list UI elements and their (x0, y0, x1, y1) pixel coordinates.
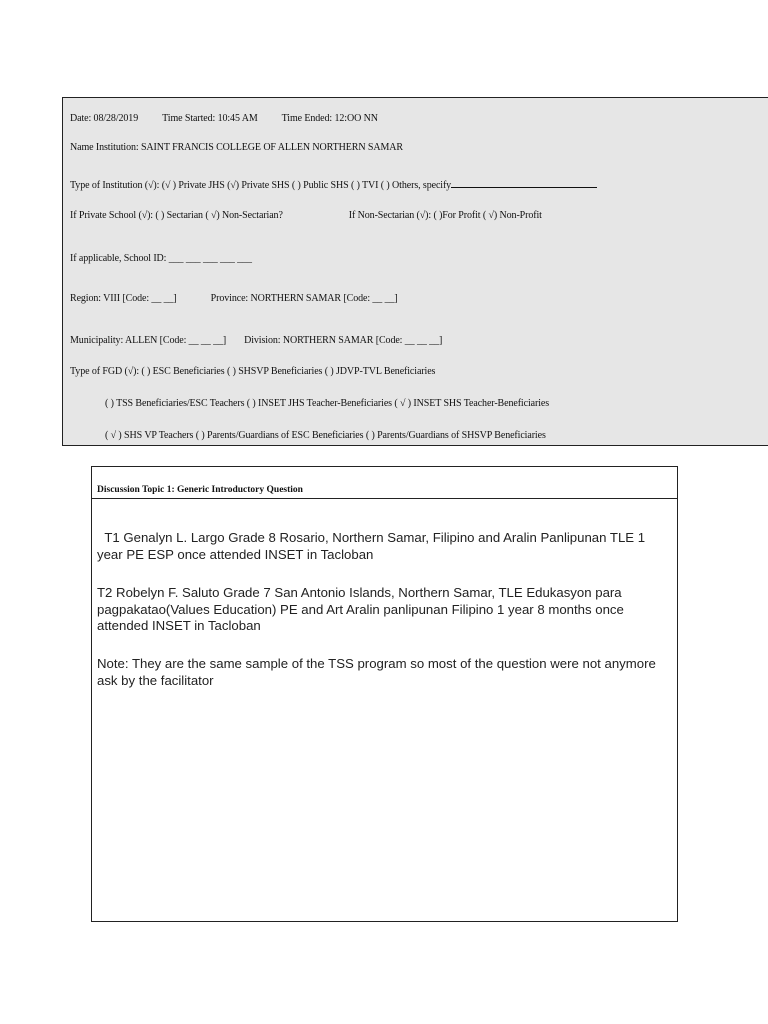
time-started-field: Time Started: 10:45 AM (162, 113, 258, 124)
date-time-row (70, 113, 378, 124)
region-row (70, 293, 398, 304)
institution-type-field: Type of Institution (√): (√ ) Private JHS (√) Private SHS ( ) Public SHS ( ) TVI ( ) Others, specify (70, 180, 452, 191)
discussion-topic-title: Discussion Topic 1: Generic Introductory Question (92, 467, 677, 499)
fgd-type-row-3: ( √ ) SHS VP Teachers ( ) Parents/Guardians of ESC Beneficiaries ( ) Parents/Guardians of SHSVP Beneficiaries (105, 430, 546, 441)
non-sectarian-field: If Non-Sectarian (√): ( )For Profit ( √) Non-Profit (348, 210, 542, 221)
fgd-type-row-2: ( ) TSS Beneficiaries/ESC Teachers ( ) INSET JHS Teacher-Beneficiaries ( √ ) INSET SHS Teacher-Beneficiaries (105, 398, 549, 409)
fgd-header-form (62, 97, 768, 446)
municipality-row (70, 335, 442, 346)
discussion-topic-box (91, 466, 678, 922)
topic-paragraph-1: T1 Genalyn L. Largo Grade 8 Rosario, Northern Samar, Filipino and Aralin Panlipunan TLE 1 year PE ESP once attended INSET in Tacloban (97, 530, 649, 562)
private-school-field: If Private School (√): ( ) Sectarian ( √) Non-Sectarian? (70, 210, 283, 221)
province-field: Province: NORTHERN SAMAR [Code: __ __] (210, 293, 398, 304)
topic-paragraph-2: T2 Robelyn F. Saluto Grade 7 San Antonio Islands, Northern Samar, TLE Edukasyon para pagpakatao(Values Education) PE and Art Aralin panlipunan Filipino 1 year 8 months once attended INSET in Tacloban (97, 585, 624, 633)
municipality-field: Municipality: ALLEN [Code: __ __ __] (70, 335, 227, 346)
school-id-field: If applicable, School ID: ___ ___ ___ ___ ___ (70, 253, 252, 264)
date-field: Date: 08/28/2019 (70, 113, 139, 124)
topic-paragraph-3: Note: They are the same sample of the TSS program so most of the question were not anymore ask by the facilitator (97, 656, 656, 688)
time-ended-field: Time Ended: 12:OO NN (281, 113, 378, 124)
institution-type-row (70, 178, 597, 191)
institution-name-field: Name Institution: SAINT FRANCIS COLLEGE OF ALLEN NORTHERN SAMAR (70, 142, 403, 153)
others-specify-line (451, 178, 597, 188)
region-field: Region: VIII [Code: __ __] (70, 293, 177, 304)
fgd-type-row-1: Type of FGD (√): ( ) ESC Beneficiaries ( ) SHSVP Beneficiaries ( ) JDVP-TVL Beneficiaries (70, 366, 436, 377)
division-field: Division: NORTHERN SAMAR [Code: __ __ __] (244, 335, 443, 346)
school-classification-row (70, 210, 542, 221)
